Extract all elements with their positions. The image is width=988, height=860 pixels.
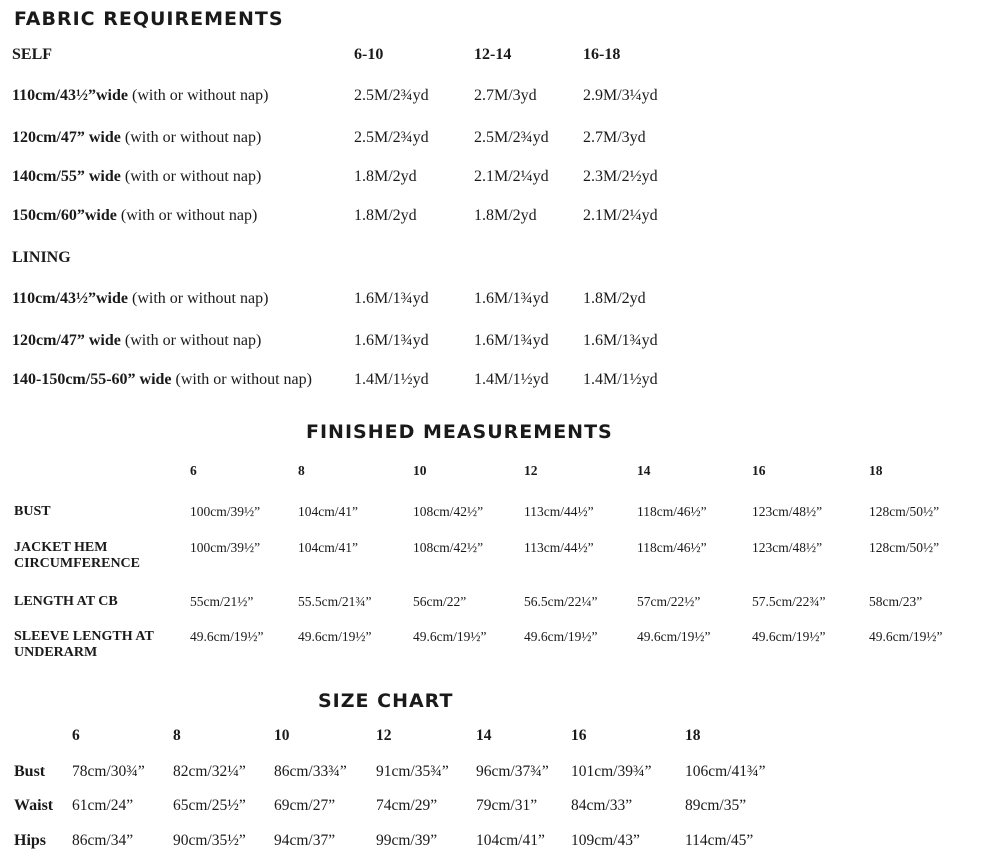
size-chart-size-header: 18 xyxy=(685,727,701,744)
finished-measurement: 104cm/41” xyxy=(298,504,358,519)
size-chart-measurement: 74cm/29” xyxy=(376,797,438,814)
fabric-amount: 2.5M/2¾yd xyxy=(354,129,429,146)
fabric-amount: 1.6M/1¾yd xyxy=(474,290,549,307)
fabric-amount: 1.4M/1½yd xyxy=(474,371,549,388)
fabric-amount: 1.6M/1¾yd xyxy=(474,332,549,349)
finished-measurements-title: FINISHED MEASUREMENTS xyxy=(306,421,613,443)
fabric-amount: 2.1M/2¼yd xyxy=(583,207,658,224)
size-chart-measurement: 82cm/32¼” xyxy=(173,763,246,780)
size-chart-measurement: 86cm/34” xyxy=(72,832,134,849)
size-chart-measurement: 91cm/35¾” xyxy=(376,763,449,780)
fabric-width-label xyxy=(12,168,261,186)
size-chart-measurement: 90cm/35½” xyxy=(173,832,246,849)
finished-measurement: 128cm/50½” xyxy=(869,540,940,555)
size-chart-title: SIZE CHART xyxy=(318,690,454,712)
finished-row-label xyxy=(14,540,140,572)
size-chart-measurement: 84cm/33” xyxy=(571,797,633,814)
fabric-nap-note: (with or without nap) xyxy=(120,207,258,224)
finished-size-header: 14 xyxy=(637,463,651,478)
size-chart-measurement: 69cm/27” xyxy=(274,797,336,814)
fabric-width: 110cm/43½”wide xyxy=(12,87,128,104)
fabric-amount: 1.8M/2yd xyxy=(583,290,646,307)
fabric-amount: 2.5M/2¾yd xyxy=(474,129,549,146)
finished-measurement: 49.6cm/19½” xyxy=(637,629,711,644)
finished-size-header: 18 xyxy=(869,463,883,478)
finished-measurement: 108cm/42½” xyxy=(413,540,484,555)
fabric-amount: 1.4M/1½yd xyxy=(583,371,658,388)
fabric-nap-note: (with or without nap) xyxy=(132,87,269,104)
size-chart-row-label: Waist xyxy=(14,797,54,814)
finished-row-label xyxy=(14,504,51,520)
fabric-amount: 1.8M/2yd xyxy=(354,168,417,185)
fabric-amount: 1.4M/1½yd xyxy=(354,371,429,388)
finished-measurement: 100cm/39½” xyxy=(190,540,261,555)
finished-measurement: 49.6cm/19½” xyxy=(298,629,372,644)
fabric-width: 120cm/47” wide xyxy=(12,332,121,349)
size-chart-row-label: Hips xyxy=(14,832,47,849)
finished-size-header: 12 xyxy=(524,463,538,478)
fabric-section-label: SELF xyxy=(12,46,53,63)
fabric-size-header: 16-18 xyxy=(583,46,621,63)
size-chart-measurement: 96cm/37¾” xyxy=(476,763,549,780)
fabric-nap-note: (with or without nap) xyxy=(124,332,262,349)
fabric-amount: 1.6M/1¾yd xyxy=(354,332,429,349)
finished-row-label-line: UNDERARM xyxy=(14,645,98,660)
finished-measurement: 113cm/44½” xyxy=(524,504,594,519)
finished-row-label xyxy=(14,629,154,661)
finished-measurement: 57cm/22½” xyxy=(637,594,701,609)
finished-measurement: 58cm/23” xyxy=(869,594,923,609)
finished-row-label-line: LENGTH AT CB xyxy=(14,594,118,609)
finished-measurement: 57.5cm/22¾” xyxy=(752,594,826,609)
fabric-nap-note: (with or without nap) xyxy=(124,129,262,146)
finished-measurement: 49.6cm/19½” xyxy=(869,629,943,644)
fabric-amount: 2.1M/2¼yd xyxy=(474,168,549,185)
size-chart-measurement: 106cm/41¾” xyxy=(685,763,766,780)
fabric-amount: 2.7M/3yd xyxy=(583,129,646,146)
size-chart-measurement: 94cm/37” xyxy=(274,832,336,849)
size-chart-measurement: 114cm/45” xyxy=(685,832,754,849)
fabric-nap-note: (with or without nap) xyxy=(175,371,312,388)
fabric-width-label xyxy=(12,87,268,105)
size-chart-size-header: 10 xyxy=(274,727,290,744)
finished-measurement: 104cm/41” xyxy=(298,540,358,555)
finished-measurement: 49.6cm/19½” xyxy=(524,629,598,644)
size-chart-size-header: 12 xyxy=(376,727,392,744)
fabric-width: 120cm/47” wide xyxy=(12,129,121,146)
finished-measurement: 123cm/48½” xyxy=(752,540,823,555)
fabric-amount: 2.9M/3¼yd xyxy=(583,87,658,104)
finished-measurement: 128cm/50½” xyxy=(869,504,940,519)
fabric-amount: 2.7M/3yd xyxy=(474,87,537,104)
finished-size-header: 8 xyxy=(298,463,305,478)
size-chart-measurement: 109cm/43” xyxy=(571,832,640,849)
fabric-width-label xyxy=(12,207,257,225)
fabric-amount: 2.3M/2½yd xyxy=(583,168,658,185)
fabric-nap-note: (with or without nap) xyxy=(124,168,262,185)
fabric-amount: 1.8M/2yd xyxy=(474,207,537,224)
fabric-amount: 1.6M/1¾yd xyxy=(583,332,658,349)
size-chart-measurement: 101cm/39¾” xyxy=(571,763,652,780)
fabric-requirements-title: FABRIC REQUIREMENTS xyxy=(14,8,284,30)
size-chart-size-header: 16 xyxy=(571,727,587,744)
size-chart-measurement: 78cm/30¾” xyxy=(72,763,145,780)
finished-row-label-line: JACKET HEM xyxy=(14,540,108,555)
size-chart-size-header: 6 xyxy=(72,727,80,744)
finished-row-label xyxy=(14,594,118,610)
finished-measurement: 118cm/46½” xyxy=(637,504,707,519)
fabric-size-header: 12-14 xyxy=(474,46,512,63)
fabric-width: 110cm/43½”wide xyxy=(12,290,128,307)
finished-row-label-line: SLEEVE LENGTH AT xyxy=(14,629,154,644)
finished-measurement: 55.5cm/21¾” xyxy=(298,594,372,609)
size-chart-row-label: Bust xyxy=(14,763,46,780)
fabric-nap-note: (with or without nap) xyxy=(132,290,269,307)
fabric-width: 140-150cm/55-60” wide xyxy=(12,371,172,388)
fabric-amount: 1.6M/1¾yd xyxy=(354,290,429,307)
fabric-width-label xyxy=(12,129,261,147)
fabric-width: 140cm/55” wide xyxy=(12,168,121,185)
fabric-width-label xyxy=(12,290,268,308)
finished-measurement: 56.5cm/22¼” xyxy=(524,594,598,609)
size-chart-measurement: 79cm/31” xyxy=(476,797,538,814)
finished-measurement: 118cm/46½” xyxy=(637,540,707,555)
finished-measurement: 113cm/44½” xyxy=(524,540,594,555)
fabric-amount: 1.8M/2yd xyxy=(354,207,417,224)
size-chart-size-header: 8 xyxy=(173,727,181,744)
finished-row-label-line: CIRCUMFERENCE xyxy=(14,556,140,571)
fabric-amount: 2.5M/2¾yd xyxy=(354,87,429,104)
fabric-section-label: LINING xyxy=(12,249,71,266)
fabric-width-label xyxy=(12,332,261,350)
size-chart-measurement: 89cm/35” xyxy=(685,797,747,814)
finished-measurement: 56cm/22” xyxy=(413,594,467,609)
fabric-size-header: 6-10 xyxy=(354,46,384,63)
finished-measurement: 49.6cm/19½” xyxy=(752,629,826,644)
size-chart-measurement: 99cm/39” xyxy=(376,832,438,849)
finished-measurement: 49.6cm/19½” xyxy=(190,629,264,644)
finished-measurement: 123cm/48½” xyxy=(752,504,823,519)
fabric-width: 150cm/60”wide xyxy=(12,207,117,224)
size-chart-measurement: 86cm/33¾” xyxy=(274,763,347,780)
fabric-width-label xyxy=(12,371,312,389)
size-chart-measurement: 61cm/24” xyxy=(72,797,134,814)
finished-measurement: 49.6cm/19½” xyxy=(413,629,487,644)
finished-size-header: 6 xyxy=(190,463,197,478)
size-chart-measurement: 104cm/41” xyxy=(476,832,545,849)
finished-size-header: 16 xyxy=(752,463,766,478)
finished-row-label-line: BUST xyxy=(14,504,51,519)
finished-measurement: 55cm/21½” xyxy=(190,594,254,609)
finished-measurement: 108cm/42½” xyxy=(413,504,484,519)
size-chart-measurement: 65cm/25½” xyxy=(173,797,246,814)
size-chart-size-header: 14 xyxy=(476,727,492,744)
finished-measurement: 100cm/39½” xyxy=(190,504,261,519)
finished-size-header: 10 xyxy=(413,463,427,478)
